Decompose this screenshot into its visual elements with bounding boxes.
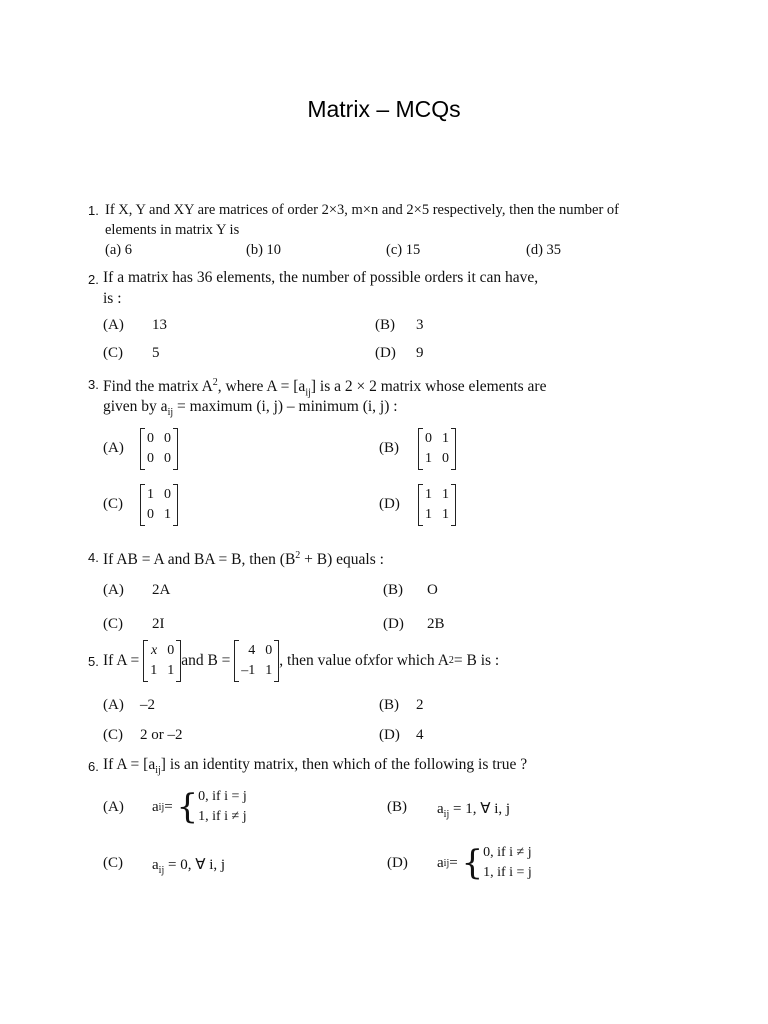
option-label: (B)	[379, 440, 399, 456]
matrix-b: 4 0 –1 1	[234, 640, 279, 682]
option-b-formula: $a_{ij} = 1$, ∀ i, j	[437, 801, 511, 820]
option-label: (C)	[103, 855, 123, 871]
question-number: 3.	[88, 377, 99, 392]
option-a-formula: a ij = { 0, if i = j 1, if i ≠ j	[152, 787, 247, 827]
option-b: (b) 10	[246, 242, 282, 258]
option-value: 2B	[427, 616, 445, 632]
option-value: 2	[416, 697, 424, 713]
option-b-matrix: 0 1 1 0	[418, 428, 456, 470]
option-label: (D)	[379, 727, 400, 743]
option-a-matrix: 0 0 0 0	[140, 428, 178, 470]
option-label: (B)	[379, 697, 399, 713]
option-label: (A)	[103, 440, 124, 456]
question-text: elements in matrix Y is	[105, 222, 240, 238]
option-value: 9	[416, 345, 424, 361]
option-label: (D)	[387, 855, 408, 871]
question-number: 5.	[88, 654, 99, 669]
question-number: 2.	[88, 272, 99, 287]
option-label: (A)	[103, 799, 124, 815]
option-label: (D)	[375, 345, 396, 361]
option-label: (C)	[103, 496, 123, 512]
option-label: (A)	[103, 697, 124, 713]
question-text: If $A = [a_{ij}]$ is an identity matrix, then which of the following is true ?	[103, 756, 528, 777]
option-value: 5	[152, 345, 160, 361]
page-title: Matrix – MCQs	[307, 96, 461, 122]
option-a: (a) 6	[105, 242, 132, 258]
option-label: (B)	[383, 582, 403, 598]
option-label: (B)	[387, 799, 407, 815]
option-d-matrix: 1 1 1 1	[418, 484, 456, 526]
option-label: (C)	[103, 616, 123, 632]
option-value: 13	[152, 317, 167, 333]
option-d: (d) 35	[526, 242, 562, 258]
option-c: (c) 15	[386, 242, 421, 258]
question-text: If A = x 0 1 1 and B = 4 0 –1 1 , then value of x for which A 2 = B is :	[103, 638, 499, 684]
option-d-formula: a ij = { 0, if i ≠ j 1, if i = j	[437, 843, 532, 883]
question-text: If a matrix has 36 elements, the number of possible orders it can have,	[103, 269, 539, 286]
question-text: Find the matrix $A^2$, where $A = [a_{ij}]$ is a 2 × 2 matrix whose elements are	[103, 377, 547, 399]
option-value: 2A	[152, 582, 171, 598]
option-label: (D)	[383, 616, 404, 632]
question-text: If AB = A and BA = B, then $(B^2 + B)$ equals :	[103, 550, 384, 569]
option-c-formula: $a_{ij} = 0$, ∀ i, j	[152, 857, 226, 876]
question-text: given by $a_{ij}$ = maximum (i, j) – minimum (i, j) :	[103, 398, 398, 419]
question-number: 6.	[88, 759, 99, 774]
option-c-matrix: 1 0 0 1	[140, 484, 178, 526]
option-label: (A)	[103, 582, 124, 598]
option-label: (D)	[379, 496, 400, 512]
question-text: is :	[103, 290, 122, 307]
option-value: 2I	[152, 616, 165, 632]
question-text: If X, Y and XY are matrices of order 2×3, m×n and 2×5 respectively, then the number of	[105, 202, 620, 218]
option-value: 3	[416, 317, 424, 333]
matrix-a: x 0 1 1	[143, 640, 181, 682]
question-number: 1.	[88, 203, 99, 218]
question-number: 4.	[88, 550, 99, 565]
option-label: (B)	[375, 317, 395, 333]
option-label: (C)	[103, 345, 123, 361]
option-label: (A)	[103, 317, 124, 333]
option-label: (C)	[103, 727, 123, 743]
option-value: O	[427, 582, 438, 598]
option-value: 2 or –2	[140, 727, 183, 743]
option-value: –2	[140, 697, 155, 713]
option-value: 4	[416, 727, 424, 743]
